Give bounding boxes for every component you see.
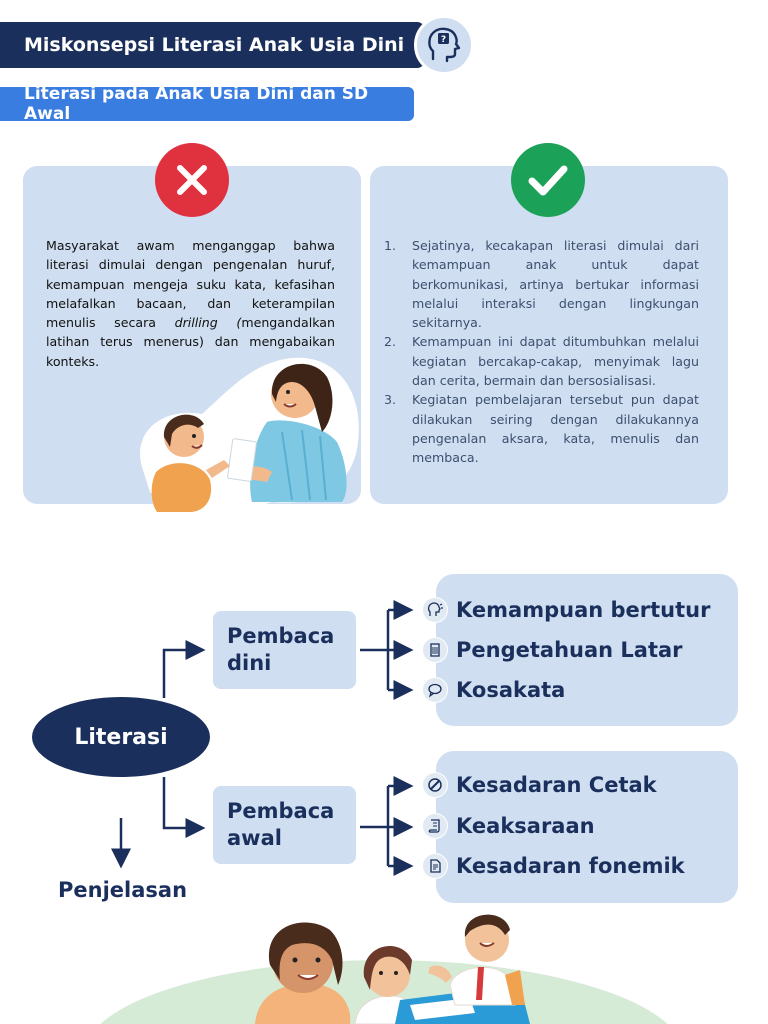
section-subtitle: Literasi pada Anak Usia Dini dan SD Awal: [24, 84, 369, 124]
svg-text:?: ?: [440, 35, 447, 45]
list-item: [422, 676, 565, 704]
x-icon: [155, 143, 229, 217]
item-label: Pengetahuan Latar: [456, 638, 683, 662]
item-label: Keaksaraan: [456, 814, 595, 838]
item-label: Kosakata: [456, 678, 566, 702]
scroll-icon: [422, 813, 448, 839]
misconception-text-part: mengandalkan latihan terus menerus) dan mengabaikan konteks.: [46, 315, 335, 369]
list-text: Kegiatan pembelajaran tersebut pun dapat dilakukan seiring dengan dilakukannya pengenalan aksara, kata, menulis dan membaca.: [412, 392, 699, 466]
item-label: Kesadaran Cetak: [456, 773, 657, 797]
list-text: Kemampuan ini dapat ditumbuhkan melalui kegiatan bercakap-cakap, menyimak lagu dan cerita, bermain dan bersosialisasi.: [412, 334, 699, 389]
check-icon: [511, 143, 585, 217]
mother-child-illustration: [132, 352, 364, 517]
legend-label: Penjelasan: [58, 878, 188, 902]
list-item: [384, 332, 699, 390]
item-label: Kesadaran fonemik: [456, 854, 685, 878]
list-item: [384, 236, 699, 332]
print-icon: [422, 772, 448, 798]
page-title: Miskonsepsi Literasi Anak Usia Dini: [24, 34, 405, 56]
literasi-label: Literasi: [74, 724, 168, 750]
misconception-italic: drilling (: [174, 315, 242, 331]
list-item: [384, 390, 699, 467]
literasi-node: [32, 697, 210, 777]
list-item: [422, 771, 657, 799]
speech-bubble-icon: [422, 677, 448, 703]
list-item: [422, 596, 710, 624]
item-label: Kemampuan bertutur: [456, 598, 711, 622]
speaking-head-icon: [422, 597, 448, 623]
subtitle-banner: [0, 84, 414, 124]
misconception-text: [46, 236, 335, 371]
title-banner: [0, 22, 425, 68]
list-item: [422, 812, 595, 840]
list-number: 2.: [384, 334, 397, 350]
pembaca-dini-node: [213, 611, 356, 689]
list-text: Sejatinya, kecakapan literasi dimulai dari kemampuan anak untuk dapat berkomunikasi, artinya bertukar informasi melalui interaksi dengan lingkungan sekitarnya.: [412, 238, 699, 331]
building-icon: [422, 637, 448, 663]
classroom-illustration: [0, 905, 768, 1024]
list-number: 1.: [384, 238, 397, 253]
fact-list: [384, 236, 699, 468]
pembaca-awal-label: Pembaca awal: [227, 799, 335, 850]
list-item: [422, 636, 683, 664]
document-icon: [422, 853, 448, 879]
pembaca-awal-node: [213, 786, 356, 864]
head-question-icon: [414, 15, 474, 75]
list-item: [422, 852, 685, 880]
pembaca-dini-label: Pembaca dini: [227, 624, 335, 675]
list-number: 3.: [384, 392, 397, 408]
misconception-text-part: Masyarakat awam menganggap bahwa literasi dimulai dengan pengenalan huruf, kemampuan mengeja suku kata, kefasihan melafalkan bacaan, dan keterampilan menulis secara: [46, 238, 335, 331]
